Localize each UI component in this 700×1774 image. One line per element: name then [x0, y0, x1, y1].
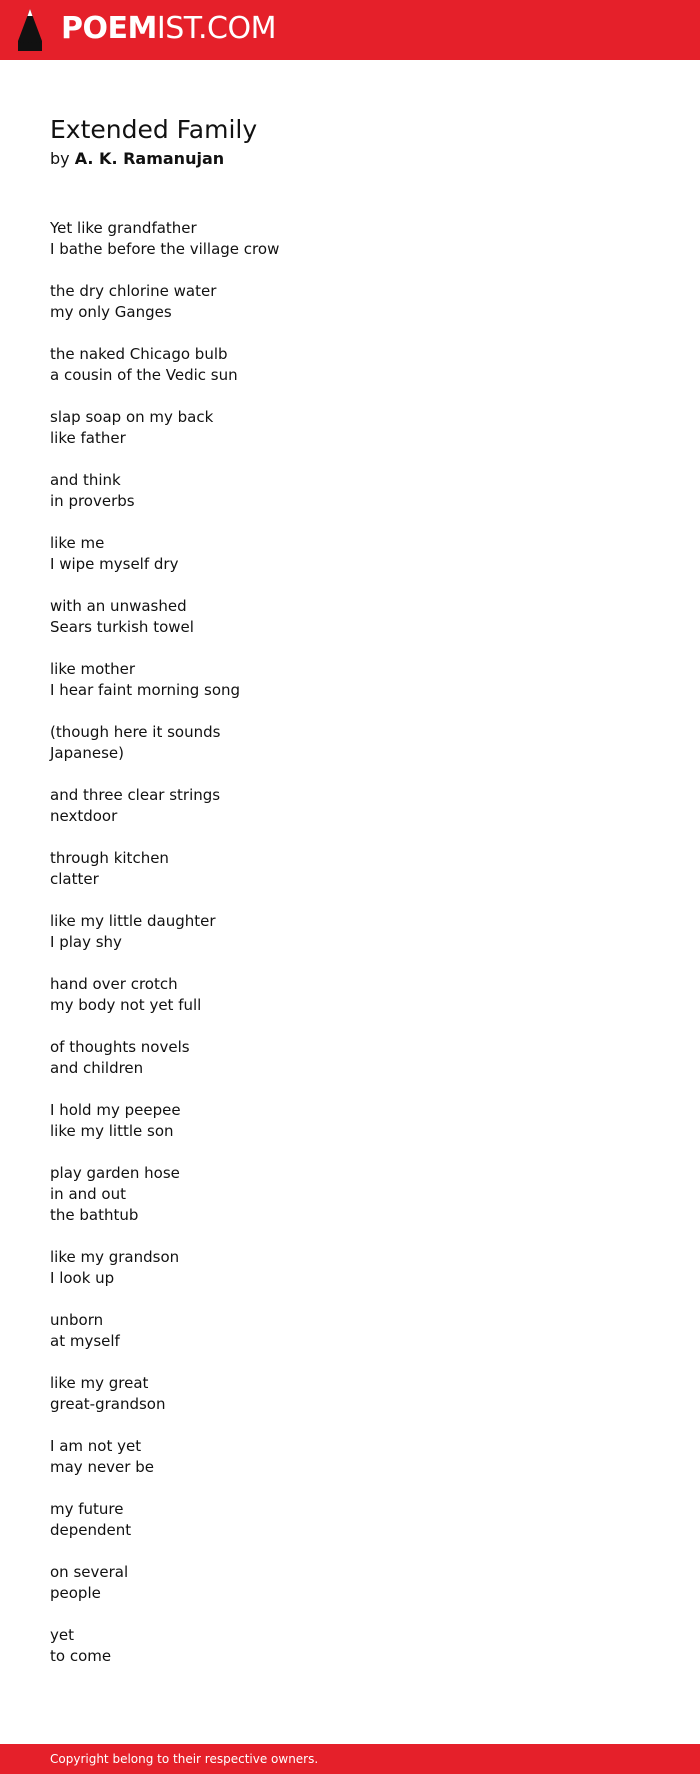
poem-line: to come	[50, 1647, 112, 1665]
poem-line: like my little son	[50, 1122, 174, 1140]
poem-line: may never be	[50, 1458, 154, 1476]
poem-line: the naked Chicago bulb	[50, 345, 228, 363]
poem-stanza	[50, 344, 650, 386]
poem-stanza	[50, 1625, 650, 1667]
poem-stanza	[50, 281, 650, 323]
poem-stanza	[50, 974, 650, 1016]
poem-stanza	[50, 785, 650, 827]
by-label: by	[50, 149, 70, 168]
poem-line: like my little daughter	[50, 912, 216, 930]
poem-line: unborn	[50, 1311, 104, 1329]
poem-line: Sears turkish towel	[50, 618, 194, 636]
poem-line: I play shy	[50, 933, 122, 951]
poem-line: and think	[50, 471, 121, 489]
poem-stanza	[50, 470, 650, 512]
poem-line: I hold my peepee	[50, 1101, 181, 1119]
poem-line: like mother	[50, 660, 136, 678]
poem-line: a cousin of the Vedic sun	[50, 366, 238, 384]
poem-line: clatter	[50, 870, 99, 888]
poem-stanza	[50, 1310, 650, 1352]
poem-line: and children	[50, 1059, 144, 1077]
poem-body	[50, 218, 650, 1688]
poem-line: the dry chlorine water	[50, 282, 217, 300]
poem-byline	[50, 147, 224, 171]
poem-line: play garden hose	[50, 1164, 180, 1182]
poem-line: like father	[50, 429, 126, 447]
poem-stanza	[50, 218, 650, 260]
poem-line: people	[50, 1584, 101, 1602]
poem-line: on several	[50, 1563, 129, 1581]
poem-line: I look up	[50, 1269, 115, 1287]
poem-line: (though here it sounds	[50, 723, 221, 741]
poem-stanza	[50, 722, 650, 764]
site-footer	[0, 1744, 700, 1774]
poem-line: slap soap on my back	[50, 408, 214, 426]
poem-stanza	[50, 596, 650, 638]
poem-stanza	[50, 1100, 650, 1142]
poem-stanza	[50, 1499, 650, 1541]
poem-line: like my great	[50, 1374, 149, 1392]
poem-line: in proverbs	[50, 492, 135, 510]
poem-stanza	[50, 407, 650, 449]
poem-line: my body not yet full	[50, 996, 202, 1014]
poem-stanza	[50, 1163, 650, 1226]
poem-line: like my grandson	[50, 1248, 180, 1266]
poem-line: my future	[50, 1500, 124, 1518]
poem-line: through kitchen	[50, 849, 169, 867]
logo-bold-text: POEM	[61, 11, 157, 46]
poem-line: of thoughts novels	[50, 1038, 190, 1056]
logo-light-text: IST.COM	[156, 11, 276, 46]
poem-line: in and out	[50, 1185, 126, 1203]
poem-stanza	[50, 1037, 650, 1079]
poem-stanza	[50, 1562, 650, 1604]
poem-title: Extended Family	[50, 115, 258, 144]
poem-author: A. K. Ramanujan	[74, 149, 225, 168]
poem-stanza	[50, 1436, 650, 1478]
poem-line: I bathe before the village crow	[50, 240, 280, 258]
poem-line: I am not yet	[50, 1437, 142, 1455]
site-logo[interactable]	[61, 9, 276, 49]
pencil-logo-icon[interactable]	[18, 9, 42, 51]
site-header	[0, 0, 700, 60]
poem-stanza	[50, 848, 650, 890]
poem-line: at myself	[50, 1332, 120, 1350]
poem-line: the bathtub	[50, 1206, 139, 1224]
poem-line: nextdoor	[50, 807, 118, 825]
copyright-text: Copyright belong to their respective owners.	[50, 1752, 319, 1766]
poem-line: my only Ganges	[50, 303, 172, 321]
poem-line: I wipe myself dry	[50, 555, 179, 573]
poem-stanza	[50, 659, 650, 701]
poem-stanza	[50, 1373, 650, 1415]
poem-stanza	[50, 1247, 650, 1289]
poem-stanza	[50, 533, 650, 575]
poem-line: I hear faint morning song	[50, 681, 241, 699]
poem-line: hand over crotch	[50, 975, 178, 993]
poem-line: Yet like grandfather	[50, 219, 197, 237]
poem-line: with an unwashed	[50, 597, 187, 615]
poem-stanza	[50, 911, 650, 953]
poem-line: and three clear strings	[50, 786, 221, 804]
poem-line: Japanese)	[50, 744, 124, 762]
poem-line: like me	[50, 534, 105, 552]
poem-line: dependent	[50, 1521, 132, 1539]
poem-line: yet	[50, 1626, 74, 1644]
poem-line: great-grandson	[50, 1395, 166, 1413]
